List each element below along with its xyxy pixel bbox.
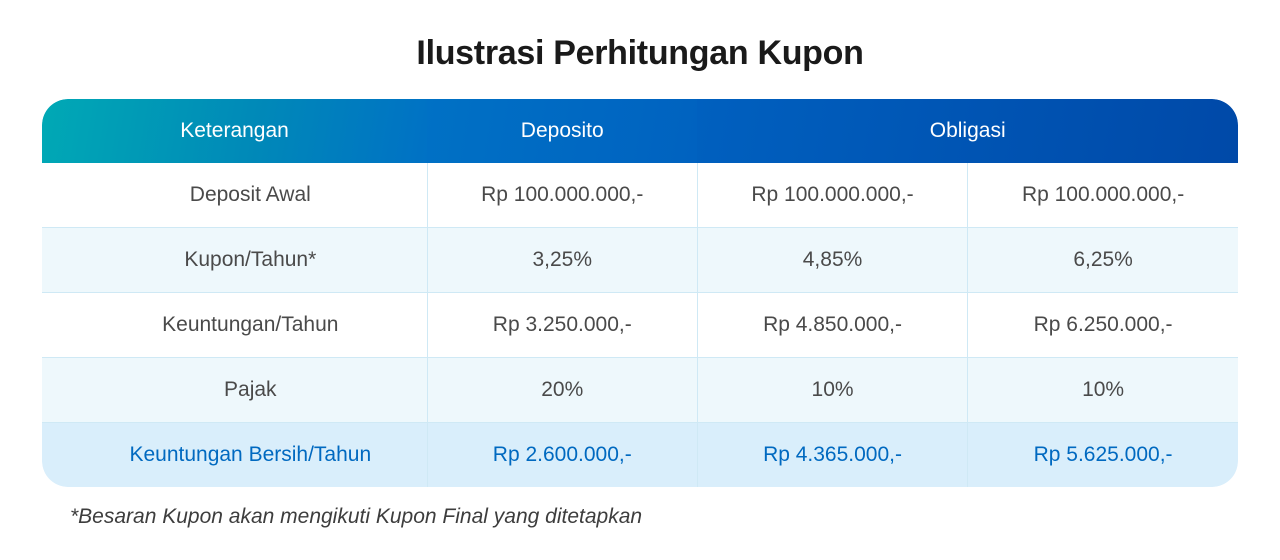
cell-obligasi1-deposit-awal: Rp 100.000.000,- (697, 163, 967, 228)
cell-deposito-pajak: 20% (427, 358, 697, 423)
table-header-row (42, 99, 1238, 163)
table-body (42, 163, 1238, 487)
row-label-pajak: Pajak (42, 358, 427, 423)
cell-obligasi2-kupon-tahun: 6,25% (968, 228, 1238, 293)
table-header (42, 99, 1238, 163)
row-label-deposit-awal: Deposit Awal (42, 163, 427, 228)
table-row (42, 163, 1238, 228)
row-label-keuntungan-bersih: Keuntungan Bersih/Tahun (42, 423, 427, 488)
table-row-total (42, 423, 1238, 488)
column-header-obligasi: Obligasi (697, 99, 1238, 163)
cell-deposito-keuntungan-tahun: Rp 3.250.000,- (427, 293, 697, 358)
coupon-calculation-table (42, 99, 1238, 487)
cell-obligasi2-pajak: 10% (968, 358, 1238, 423)
cell-obligasi1-kupon-tahun: 4,85% (697, 228, 967, 293)
cell-obligasi2-keuntungan-tahun: Rp 6.250.000,- (968, 293, 1238, 358)
table-row (42, 293, 1238, 358)
table-row (42, 228, 1238, 293)
cell-obligasi1-pajak: 10% (697, 358, 967, 423)
cell-deposito-deposit-awal: Rp 100.000.000,- (427, 163, 697, 228)
table-row (42, 358, 1238, 423)
cell-deposito-keuntungan-bersih: Rp 2.600.000,- (427, 423, 697, 488)
cell-obligasi2-deposit-awal: Rp 100.000.000,- (968, 163, 1238, 228)
cell-obligasi1-keuntungan-tahun: Rp 4.850.000,- (697, 293, 967, 358)
column-header-deposito: Deposito (427, 99, 697, 163)
page-title: Ilustrasi Perhitungan Kupon (416, 34, 864, 72)
footnote: *Besaran Kupon akan mengikuti Kupon Final yang ditetapkan (70, 505, 643, 528)
cell-obligasi1-keuntungan-bersih: Rp 4.365.000,- (697, 423, 967, 488)
row-label-keuntungan-tahun: Keuntungan/Tahun (42, 293, 427, 358)
cell-obligasi2-keuntungan-bersih: Rp 5.625.000,- (968, 423, 1238, 488)
cell-deposito-kupon-tahun: 3,25% (427, 228, 697, 293)
row-label-kupon-tahun: Kupon/Tahun* (42, 228, 427, 293)
column-header-keterangan: Keterangan (42, 99, 427, 163)
